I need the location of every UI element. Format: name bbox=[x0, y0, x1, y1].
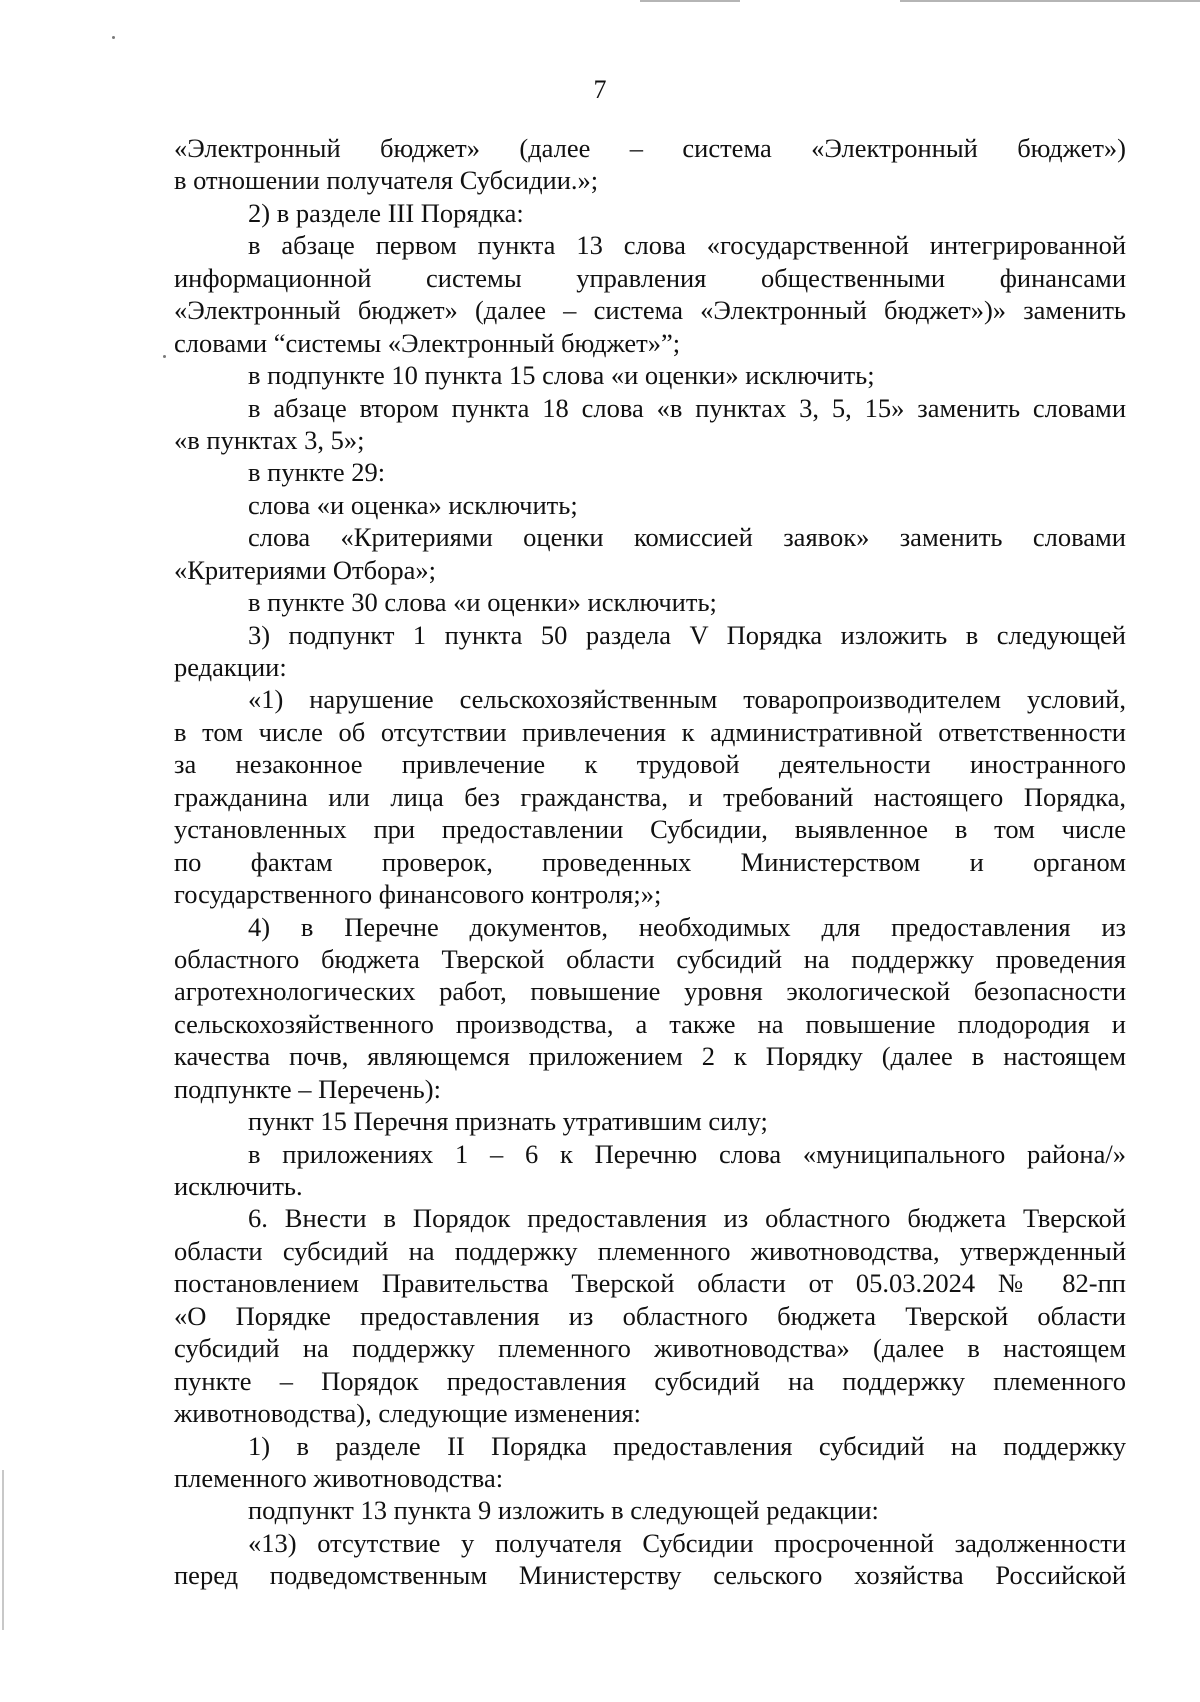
text-line: области субсидий на поддержку племенного животноводства, утвержденный bbox=[174, 1235, 1126, 1266]
text-line: «Критериями Отбора»; bbox=[174, 554, 436, 585]
page-number: 7 bbox=[593, 75, 607, 104]
text-line: подпункте – Перечень): bbox=[174, 1073, 441, 1104]
text-line: словами “системы «Электронный бюджет»”; bbox=[174, 327, 681, 358]
text-line: «13) отсутствие у получателя Субсидии просроченной задолженности bbox=[248, 1527, 1126, 1558]
text-line: сельскохозяйственного производства, а также на повышение плодородия и bbox=[174, 1008, 1126, 1039]
text-line: животноводства), следующие изменения: bbox=[174, 1398, 641, 1429]
scan-edge-line bbox=[900, 0, 1200, 2]
text-line: пункт 15 Перечня признать утратившим силу; bbox=[248, 1106, 768, 1137]
text-line: в приложениях 1 – 6 к Перечню слова «муниципального района/» bbox=[248, 1138, 1126, 1169]
text-line: в пункте 30 слова «и оценки» исключить; bbox=[248, 587, 717, 618]
text-line: 1) в разделе II Порядка предоставления субсидий на поддержку bbox=[248, 1430, 1126, 1461]
text-line: в абзаце первом пункта 13 слова «государственной интегрированной bbox=[248, 230, 1126, 261]
text-line: качества почв, являющемся приложением 2 к Порядку (далее в настоящем bbox=[174, 1041, 1126, 1072]
text-line: слова «и оценка» исключить; bbox=[248, 489, 578, 520]
text-line: 3) подпункт 1 пункта 50 раздела V Порядка изложить в следующей bbox=[248, 619, 1126, 650]
text-line: в пункте 29: bbox=[248, 457, 386, 488]
text-line: перед подведомственным Министерству сельского хозяйства Российской bbox=[174, 1560, 1126, 1591]
text-line: субсидий на поддержку племенного животноводства» (далее в настоящем bbox=[174, 1333, 1126, 1364]
text-line: областного бюджета Тверской области субсидий на поддержку проведения bbox=[174, 943, 1126, 974]
text-line: слова «Критериями оценки комиссией заявок» заменить словами bbox=[248, 522, 1126, 553]
text-line: «Электронный бюджет» (далее – система «Электронный бюджет»)» заменить bbox=[174, 295, 1126, 326]
text-line: государственного финансового контроля;»; bbox=[174, 879, 662, 910]
text-line: гражданина или лица без гражданства, и требований настоящего Порядка, bbox=[174, 781, 1126, 812]
text-line: «О Порядке предоставления из областного бюджета Тверской области bbox=[174, 1300, 1126, 1331]
text-line: 6. Внести в Порядок предоставления из областного бюджета Тверской bbox=[248, 1203, 1126, 1234]
text-line: племенного животноводства: bbox=[174, 1462, 504, 1493]
text-line: 4) в Перечне документов, необходимых для предоставления из bbox=[248, 911, 1126, 942]
text-line: в том числе об отсутствии привлечения к административной ответственности bbox=[174, 716, 1126, 747]
text-line: подпункт 13 пункта 9 изложить в следующей редакции: bbox=[248, 1495, 879, 1526]
text-line: за незаконное привлечение к трудовой деятельности иностранного bbox=[174, 749, 1126, 780]
text-line: «1) нарушение сельскохозяйственным товаропроизводителем условий, bbox=[248, 684, 1126, 715]
scan-speck bbox=[112, 36, 115, 39]
scan-margin-mark bbox=[2, 1470, 4, 1630]
document-body bbox=[174, 132, 1126, 1592]
scan-speck bbox=[163, 355, 166, 358]
text-line: агротехнологических работ, повышение уровня экологической безопасности bbox=[174, 976, 1126, 1007]
text-line: «Электронный бюджет» (далее – система «Электронный бюджет») bbox=[174, 133, 1126, 163]
text-line: установленных при предоставлении Субсидии, выявленное в том числе bbox=[174, 814, 1126, 845]
text-line: по фактам проверок, проведенных Министерством и органом bbox=[174, 846, 1126, 877]
text-line: в подпункте 10 пункта 15 слова «и оценки» исключить; bbox=[248, 360, 875, 391]
text-line: информационной системы управления общественными финансами bbox=[174, 262, 1126, 293]
text-line: пункте – Порядок предоставления субсидий на поддержку племенного bbox=[174, 1365, 1126, 1396]
scan-edge-line bbox=[640, 0, 740, 2]
text-line: постановлением Правительства Тверской области от 05.03.2024 № 82-пп bbox=[174, 1268, 1126, 1299]
text-line: в отношении получателя Субсидии.»; bbox=[174, 165, 599, 196]
text-line: «в пунктах 3, 5»; bbox=[174, 424, 365, 455]
text-line: редакции: bbox=[174, 652, 287, 682]
text-line: в абзаце втором пункта 18 слова «в пунктах 3, 5, 15» заменить словами bbox=[248, 392, 1126, 423]
text-line: 2) в разделе III Порядка: bbox=[248, 197, 524, 228]
text-line: исключить. bbox=[174, 1171, 303, 1201]
